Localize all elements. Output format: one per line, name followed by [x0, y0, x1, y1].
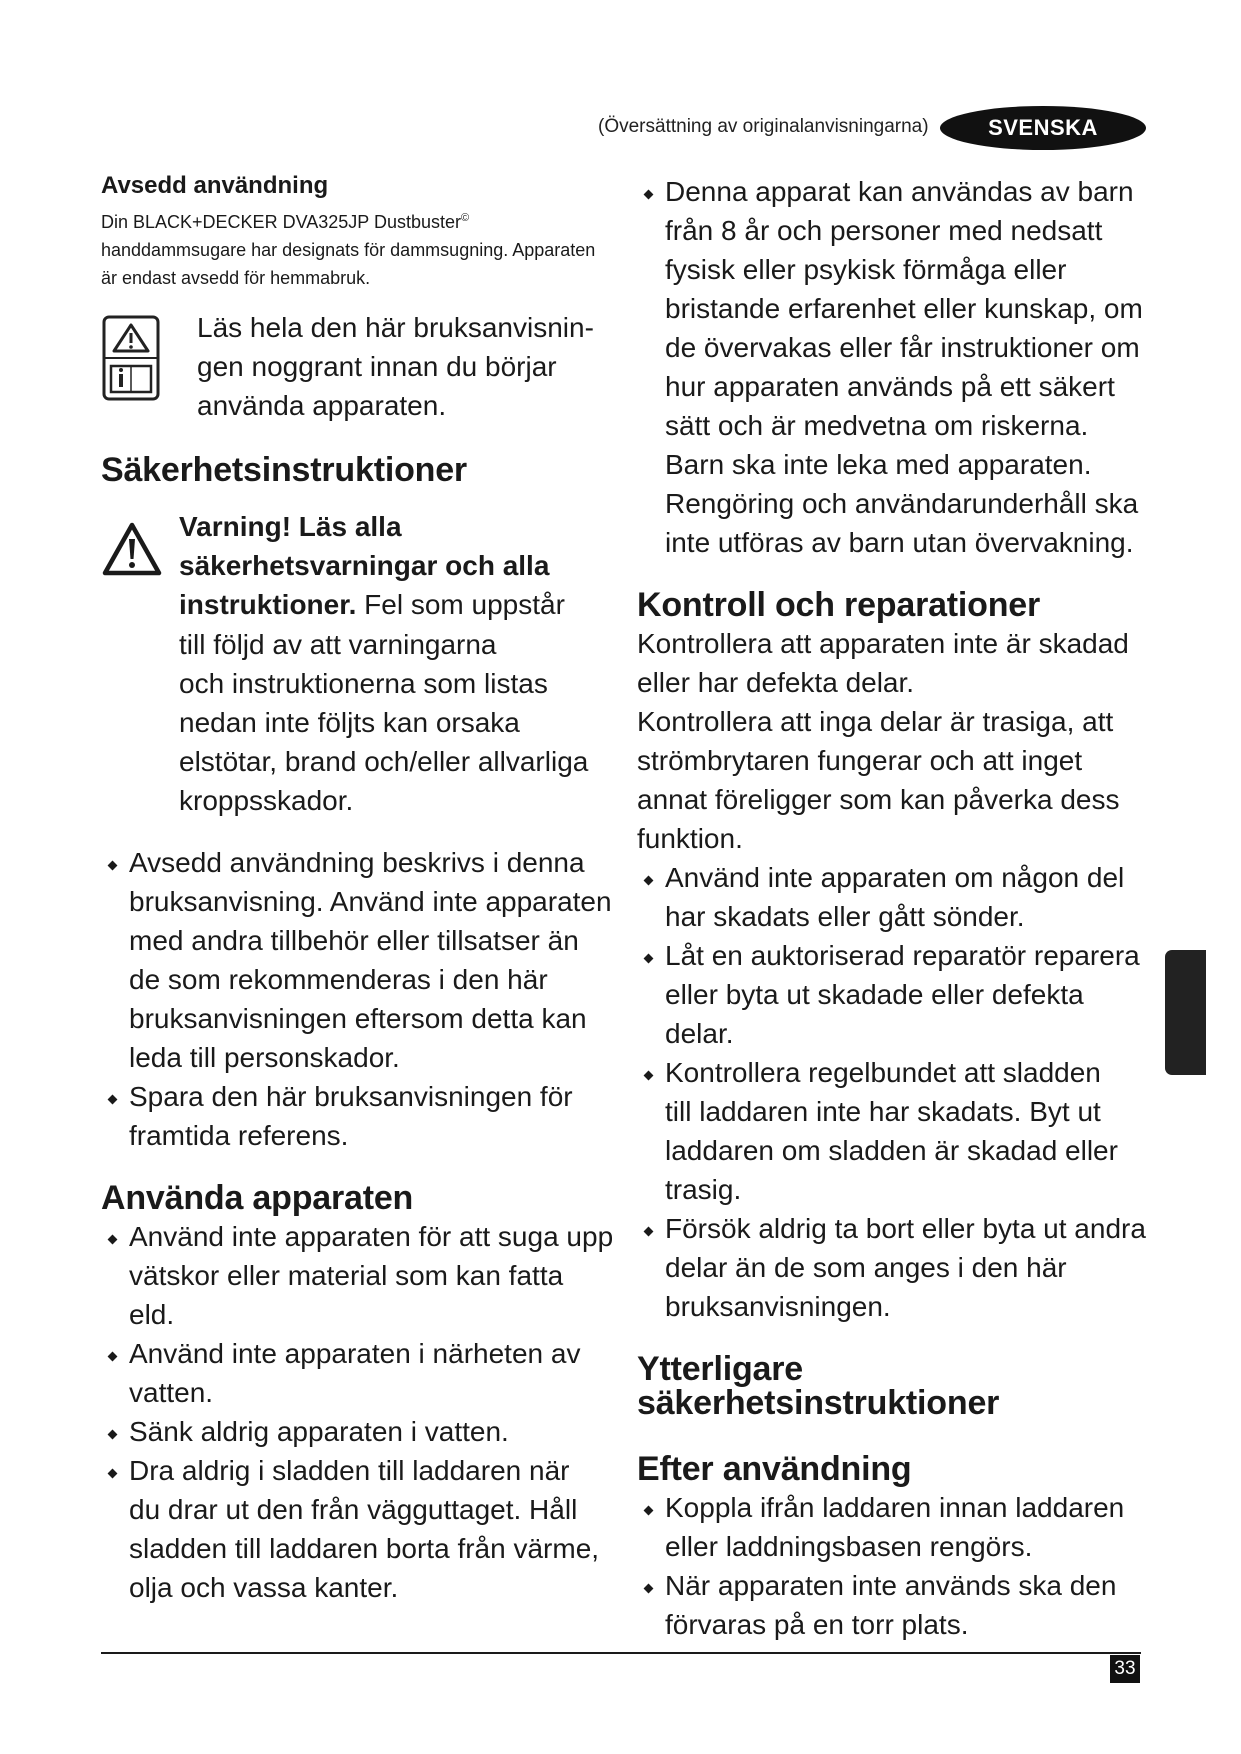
bullet-line: fysisk eller psykisk förmåga eller [665, 254, 1067, 285]
translation-note: (Översättning av originalanvisningarna) [598, 116, 929, 137]
bullet-line: Låt en auktoriserad reparatör reparera [665, 940, 1140, 971]
paragraph-line: eller har defekta delar. [637, 667, 915, 698]
list-item [637, 172, 1157, 562]
warning-bold-line: säkerhetsvarningar och alla [179, 550, 550, 582]
section-side-tab [1165, 950, 1206, 1075]
bullet-line: framtida referens. [129, 1119, 349, 1151]
bullet-line: Denna apparat kan användas av barn [665, 176, 1134, 207]
list-item [637, 936, 1157, 1053]
bullet-line: vätskor eller material som kan fatta [129, 1259, 564, 1291]
inspection-heading: Kontroll och reparationer [637, 586, 1041, 624]
read-manual-line: använda apparaten. [197, 390, 447, 421]
paragraph-line: funktion. [637, 823, 743, 854]
bullet-line: eller byta ut skadade eller defekta [665, 979, 1084, 1010]
bullet-line: delar. [665, 1018, 734, 1049]
list-item [637, 1566, 1157, 1644]
intended-use-line: Din BLACK+DECKER DVA325JP Dustbuster [101, 212, 461, 232]
read-manual-text [197, 308, 594, 425]
list-item [101, 1412, 621, 1451]
children-bullet-list [637, 172, 1157, 562]
warning-line: Fel som uppstår [356, 589, 565, 621]
bullet-line: sladden till laddaren borta från värme, [129, 1532, 600, 1564]
using-bullet-list [101, 1217, 621, 1607]
page-number: 33 [1110, 1655, 1140, 1683]
inspection-bullet-list [637, 858, 1157, 1326]
language-badge [940, 106, 1146, 150]
bullet-line: Kontrollera regelbundet att sladden [665, 1057, 1101, 1088]
warning-triangle-icon [101, 521, 163, 821]
bullet-line: eld. [129, 1298, 175, 1330]
bullet-line: bruksanvisningen eftersom detta kan [129, 1002, 587, 1034]
bullet-line: vatten. [129, 1376, 214, 1408]
list-item [637, 1488, 1157, 1566]
bullet-line: sätt och är medvetna om riskerna. [665, 410, 1089, 441]
bullet-line: När apparaten inte används ska den [665, 1570, 1117, 1601]
bullet-line: till laddaren inte har skadats. Byt ut [665, 1096, 1101, 1127]
safety-bullet-list [101, 843, 621, 1155]
read-manual-line: gen noggrant innan du börjar [197, 351, 557, 382]
bullet-line: Koppla ifrån laddaren innan laddaren [665, 1492, 1125, 1523]
bullet-line: olja och vassa kanter. [129, 1571, 399, 1603]
after-use-heading: Efter användning [637, 1450, 912, 1488]
read-manual-icon [101, 314, 161, 425]
bullet-line: de övervakas eller får instruktioner om [665, 332, 1140, 363]
warning-bold-line: instruktioner. [179, 589, 357, 621]
bullet-line: Avsedd användning beskrivs i denna [129, 846, 585, 878]
additional-safety-heading [637, 1352, 1157, 1420]
inspection-paragraph [637, 624, 1157, 858]
list-item [101, 1334, 621, 1412]
left-column [101, 172, 621, 1607]
paragraph-line: Kontrollera att inga delar är trasiga, att [637, 706, 1114, 737]
warning-line: och instruktionerna som listas [179, 667, 548, 699]
heading-line: Ytterligare [637, 1350, 803, 1388]
warning-line: nedan inte följts kan orsaka [179, 707, 520, 739]
bullet-line: förvaras på en torr plats. [665, 1609, 969, 1640]
bullet-line: delar än de som anges i den här [665, 1252, 1067, 1283]
warning-line: kroppsskador. [179, 785, 354, 817]
paragraph-line: annat föreligger som kan påverka dess [637, 784, 1120, 815]
read-manual-notice [101, 308, 621, 425]
bullet-line: från 8 år och personer med nedsatt [665, 215, 1103, 246]
bullet-line: Försök aldrig ta bort eller byta ut andra [665, 1213, 1146, 1244]
safety-heading: Säkerhetsinstruktioner [101, 451, 467, 489]
list-item [101, 1217, 621, 1334]
bullet-line: Använd inte apparaten för att suga upp [129, 1220, 614, 1252]
bullet-line: eller laddningsbasen rengörs. [665, 1531, 1033, 1562]
bullet-line: Barn ska inte leka med apparaten. [665, 449, 1092, 480]
list-item [637, 1209, 1157, 1326]
paragraph-line: Kontrollera att apparaten inte är skadad [637, 628, 1129, 659]
bullet-line: Sänk aldrig apparaten i vatten. [129, 1415, 509, 1447]
warning-line: till följd av att varningarna [179, 628, 497, 660]
heading-line: säkerhetsinstruktioner [637, 1384, 1000, 1422]
list-item [637, 1053, 1157, 1209]
bullet-line: Spara den här bruksanvisningen för [129, 1080, 573, 1112]
bullet-line: Rengöring och användarunderhåll ska [665, 488, 1139, 519]
bullet-line: Dra aldrig i sladden till laddaren när [129, 1454, 570, 1486]
intended-use-line: är endast avsedd för hemmabruk. [101, 268, 371, 288]
read-manual-line: Läs hela den här bruksanvisnin- [197, 312, 594, 343]
list-item [101, 843, 621, 1077]
bullet-line: bruksanvisningen. [665, 1291, 891, 1322]
warning-bold-line: Varning! Läs alla [179, 511, 402, 542]
bullet-line: hur apparaten används på ett säkert [665, 371, 1115, 402]
using-heading: Använda apparaten [101, 1178, 414, 1217]
intended-use-title: Avsedd användning [101, 172, 329, 199]
general-warning [101, 507, 621, 821]
bullet-line: inte utföras av barn utan övervakning. [665, 527, 1134, 558]
intended-use-line: handdammsugare har designats för dammsugning. Apparaten [101, 240, 596, 260]
list-item [637, 858, 1157, 936]
list-item [101, 1077, 621, 1155]
bullet-line: bruksanvisning. Använd inte apparaten [129, 885, 612, 917]
bullet-line: de som rekommenderas i den här [129, 963, 548, 995]
bullet-line: laddaren om sladden är skadad eller [665, 1135, 1118, 1166]
warning-text [179, 507, 588, 821]
list-item [101, 1451, 621, 1607]
after-use-bullet-list [637, 1488, 1157, 1644]
right-column [637, 172, 1157, 1644]
bullet-line: trasig. [665, 1174, 742, 1205]
bullet-line: har skadats eller gått sönder. [665, 901, 1025, 932]
bullet-line: leda till personskador. [129, 1041, 400, 1073]
copyright-mark: © [461, 212, 470, 224]
paragraph-line: strömbrytaren fungerar och att inget [637, 745, 1083, 776]
warning-line: elstötar, brand och/eller allvarliga [179, 746, 589, 778]
bullet-line: du drar ut den från vägguttaget. Håll [129, 1493, 578, 1525]
bullet-line: med andra tillbehör eller tillsatser än [129, 924, 579, 956]
intended-use-text [101, 204, 621, 292]
bullet-line: bristande erfarenhet eller kunskap, om [665, 293, 1143, 324]
bullet-line: Använd inte apparaten om någon del [665, 862, 1125, 893]
footer-rule [101, 1652, 1141, 1654]
intended-use-section [101, 172, 621, 292]
bullet-line: Använd inte apparaten i närheten av [129, 1337, 581, 1369]
language-label: SVENSKA [988, 115, 1098, 140]
